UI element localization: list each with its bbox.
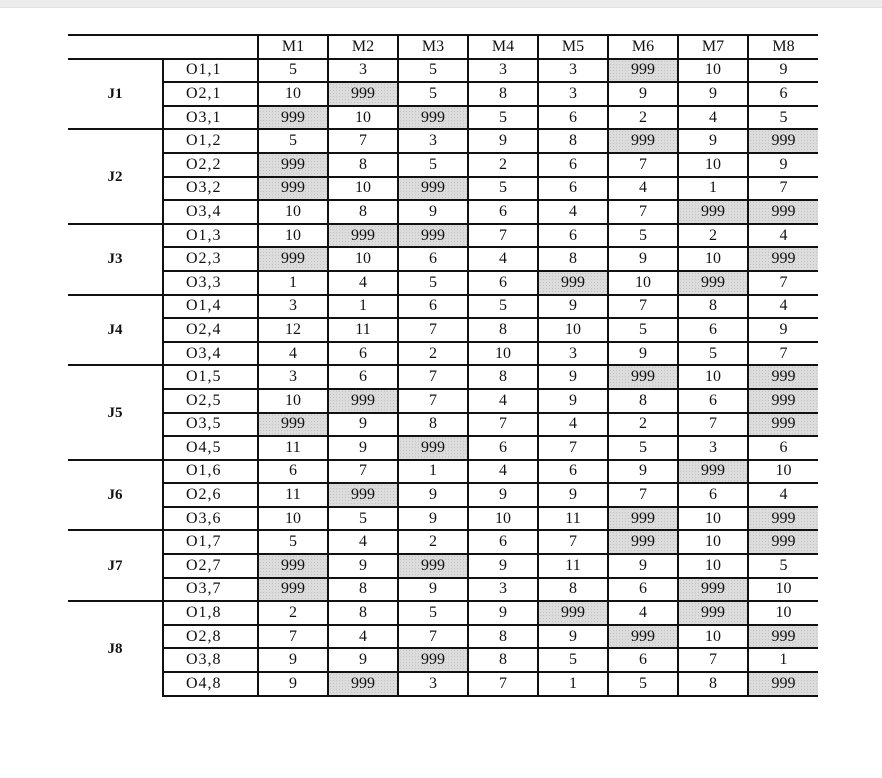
header-corner (68, 35, 258, 59)
processing-time-cell: 1 (398, 460, 468, 484)
processing-time-cell: 7 (678, 648, 748, 672)
processing-time-cell: 9 (468, 129, 538, 153)
processing-time-cell: 6 (258, 460, 328, 484)
processing-time-cell: 9 (468, 554, 538, 578)
machine-header-m6: M6 (608, 35, 678, 59)
operation-label: O2,1 (163, 82, 258, 106)
processing-time-cell: 11 (538, 507, 608, 531)
processing-time-cell: 8 (468, 82, 538, 106)
processing-time-cell: 999 (748, 413, 818, 437)
processing-time-cell: 10 (328, 106, 398, 130)
table-row (68, 295, 818, 319)
processing-time-cell: 999 (608, 59, 678, 83)
processing-time-cell: 10 (258, 389, 328, 413)
processing-time-cell: 7 (608, 200, 678, 224)
processing-time-cell: 9 (748, 318, 818, 342)
operation-label: O3,3 (163, 271, 258, 295)
window-top-bar (0, 0, 882, 8)
processing-time-cell: 4 (328, 530, 398, 554)
processing-time-cell: 8 (468, 648, 538, 672)
processing-time-cell: 999 (678, 578, 748, 602)
processing-time-cell: 6 (468, 436, 538, 460)
processing-time-cell: 6 (328, 342, 398, 366)
operation-label: O2,5 (163, 389, 258, 413)
processing-time-cell: 7 (258, 625, 328, 649)
processing-time-cell: 10 (678, 247, 748, 271)
processing-time-cell: 5 (398, 271, 468, 295)
operation-label: O1,3 (163, 224, 258, 248)
table-row (68, 318, 818, 342)
processing-time-cell: 999 (748, 530, 818, 554)
processing-time-cell: 5 (468, 106, 538, 130)
table-row (68, 106, 818, 130)
job-label: J4 (68, 295, 163, 366)
processing-time-cell: 4 (538, 413, 608, 437)
processing-time-cell: 999 (608, 365, 678, 389)
processing-time-cell: 9 (678, 129, 748, 153)
job-label: J8 (68, 601, 163, 695)
table-row (68, 59, 818, 83)
processing-time-cell: 5 (538, 648, 608, 672)
processing-time-cell: 9 (538, 483, 608, 507)
table-row (68, 507, 818, 531)
processing-time-cell: 6 (538, 153, 608, 177)
processing-time-cell: 9 (608, 460, 678, 484)
processing-time-cell: 5 (398, 601, 468, 625)
processing-time-cell: 9 (608, 342, 678, 366)
operation-label: O1,1 (163, 59, 258, 83)
processing-time-cell: 6 (468, 200, 538, 224)
processing-time-cell: 999 (748, 625, 818, 649)
processing-time-cell: 1 (538, 672, 608, 696)
processing-time-cell: 6 (468, 271, 538, 295)
processing-time-cell: 9 (468, 601, 538, 625)
processing-time-cell: 5 (608, 436, 678, 460)
processing-time-cell: 4 (608, 601, 678, 625)
processing-time-cell: 9 (468, 483, 538, 507)
processing-time-cell: 4 (748, 483, 818, 507)
processing-time-cell: 5 (468, 177, 538, 201)
processing-time-cell: 3 (328, 59, 398, 83)
processing-time-cell: 9 (748, 153, 818, 177)
processing-time-cell: 999 (748, 389, 818, 413)
processing-time-cell: 9 (328, 436, 398, 460)
processing-time-cell: 11 (328, 318, 398, 342)
table-row (68, 153, 818, 177)
processing-time-cell: 999 (608, 507, 678, 531)
processing-time-cell: 8 (328, 601, 398, 625)
operation-label: O2,4 (163, 318, 258, 342)
machine-header-m2: M2 (328, 35, 398, 59)
processing-time-cell: 9 (538, 389, 608, 413)
processing-time-cell: 5 (608, 224, 678, 248)
processing-time-cell: 1 (258, 271, 328, 295)
processing-time-cell: 999 (328, 82, 398, 106)
processing-time-cell: 9 (328, 413, 398, 437)
machine-header-m1: M1 (258, 35, 328, 59)
processing-time-cell: 8 (328, 578, 398, 602)
processing-time-cell: 5 (748, 554, 818, 578)
processing-time-cell: 4 (678, 106, 748, 130)
processing-time-cell: 6 (678, 483, 748, 507)
processing-time-cell: 999 (258, 153, 328, 177)
processing-time-cell: 1 (678, 177, 748, 201)
processing-time-cell: 999 (678, 460, 748, 484)
processing-time-cell: 7 (748, 271, 818, 295)
processing-time-cell: 9 (398, 483, 468, 507)
processing-time-cell: 9 (398, 507, 468, 531)
processing-time-cell: 9 (538, 295, 608, 319)
processing-time-cell: 11 (538, 554, 608, 578)
processing-time-cell: 5 (258, 530, 328, 554)
processing-time-cell: 999 (748, 247, 818, 271)
processing-time-cell: 6 (538, 224, 608, 248)
table-row (68, 129, 818, 153)
processing-time-cell: 3 (258, 365, 328, 389)
operation-label: O1,7 (163, 530, 258, 554)
processing-time-cell: 999 (398, 554, 468, 578)
processing-time-cell: 9 (328, 648, 398, 672)
processing-time-cell: 10 (258, 200, 328, 224)
table-row (68, 247, 818, 271)
processing-time-cell: 8 (608, 389, 678, 413)
processing-time-table (68, 34, 818, 697)
processing-time-cell: 999 (258, 554, 328, 578)
processing-time-cell: 999 (398, 177, 468, 201)
processing-time-cell: 999 (678, 271, 748, 295)
processing-time-cell: 10 (678, 507, 748, 531)
processing-time-cell: 7 (608, 295, 678, 319)
processing-time-cell: 10 (608, 271, 678, 295)
processing-time-cell: 10 (678, 59, 748, 83)
processing-time-cell: 8 (538, 578, 608, 602)
processing-time-cell: 999 (328, 483, 398, 507)
processing-time-cell: 999 (258, 177, 328, 201)
processing-time-cell: 9 (258, 648, 328, 672)
processing-time-cell: 1 (328, 295, 398, 319)
processing-time-cell: 9 (748, 59, 818, 83)
processing-time-cell: 8 (328, 153, 398, 177)
processing-time-cell: 4 (328, 625, 398, 649)
processing-time-cell: 9 (258, 672, 328, 696)
processing-time-cell: 8 (678, 295, 748, 319)
processing-time-cell: 999 (608, 129, 678, 153)
table-row (68, 530, 818, 554)
operation-label: O3,8 (163, 648, 258, 672)
processing-time-cell: 7 (398, 625, 468, 649)
processing-time-cell: 999 (748, 129, 818, 153)
processing-time-cell: 4 (538, 200, 608, 224)
processing-time-cell: 999 (608, 625, 678, 649)
processing-time-cell: 3 (398, 129, 468, 153)
processing-time-cell: 2 (608, 106, 678, 130)
processing-time-cell: 999 (398, 648, 468, 672)
processing-time-cell: 8 (468, 318, 538, 342)
processing-time-cell: 999 (608, 530, 678, 554)
processing-time-cell: 10 (748, 578, 818, 602)
processing-time-cell: 10 (678, 365, 748, 389)
processing-time-cell: 10 (468, 507, 538, 531)
processing-time-cell: 6 (608, 578, 678, 602)
processing-time-cell: 999 (258, 413, 328, 437)
processing-time-cell: 3 (538, 342, 608, 366)
table-row (68, 554, 818, 578)
operation-label: O2,6 (163, 483, 258, 507)
processing-time-cell: 2 (398, 342, 468, 366)
processing-time-cell: 6 (538, 106, 608, 130)
operation-label: O4,8 (163, 672, 258, 696)
machine-header-m4: M4 (468, 35, 538, 59)
processing-time-cell: 8 (468, 625, 538, 649)
job-label: J7 (68, 530, 163, 601)
processing-time-cell: 3 (468, 578, 538, 602)
processing-time-cell: 9 (398, 200, 468, 224)
processing-time-cell: 5 (748, 106, 818, 130)
processing-time-cell: 999 (258, 106, 328, 130)
processing-time-cell: 10 (678, 625, 748, 649)
operation-label: O1,8 (163, 601, 258, 625)
table-row (68, 389, 818, 413)
processing-time-cell: 6 (328, 365, 398, 389)
processing-time-cell: 9 (538, 625, 608, 649)
machine-header-m7: M7 (678, 35, 748, 59)
processing-time-cell: 10 (258, 507, 328, 531)
table-row (68, 177, 818, 201)
processing-time-cell: 8 (398, 413, 468, 437)
processing-time-cell: 10 (748, 601, 818, 625)
processing-time-cell: 999 (258, 578, 328, 602)
processing-time-cell: 999 (748, 507, 818, 531)
processing-time-cell: 6 (538, 460, 608, 484)
processing-time-cell: 12 (258, 318, 328, 342)
processing-time-cell: 999 (328, 389, 398, 413)
processing-time-cell: 4 (748, 224, 818, 248)
table-row (68, 672, 818, 696)
operation-label: O3,5 (163, 413, 258, 437)
processing-time-cell: 5 (608, 318, 678, 342)
processing-time-cell: 6 (678, 318, 748, 342)
operation-label: O3,2 (163, 177, 258, 201)
processing-time-cell: 3 (538, 59, 608, 83)
processing-time-cell: 999 (678, 601, 748, 625)
processing-time-cell: 5 (398, 59, 468, 83)
processing-time-cell: 4 (468, 247, 538, 271)
processing-time-cell: 4 (468, 389, 538, 413)
processing-time-cell: 10 (538, 318, 608, 342)
processing-time-cell: 2 (398, 530, 468, 554)
processing-time-cell: 7 (748, 177, 818, 201)
processing-time-cell: 999 (258, 247, 328, 271)
table-row (68, 271, 818, 295)
operation-label: O1,4 (163, 295, 258, 319)
operation-label: O3,7 (163, 578, 258, 602)
processing-time-cell: 5 (398, 153, 468, 177)
processing-time-cell: 2 (608, 413, 678, 437)
operation-label: O4,5 (163, 436, 258, 460)
processing-time-cell: 7 (328, 129, 398, 153)
processing-time-cell: 7 (538, 530, 608, 554)
processing-time-cell: 999 (328, 224, 398, 248)
processing-time-cell: 10 (678, 153, 748, 177)
processing-time-cell: 5 (608, 672, 678, 696)
processing-time-cell: 6 (748, 436, 818, 460)
table-row (68, 483, 818, 507)
processing-time-cell: 7 (468, 224, 538, 248)
processing-time-cell: 7 (468, 413, 538, 437)
processing-time-cell: 9 (608, 82, 678, 106)
processing-time-cell: 10 (468, 342, 538, 366)
processing-time-cell: 999 (538, 601, 608, 625)
processing-time-cell: 10 (328, 177, 398, 201)
table-row (68, 342, 818, 366)
processing-time-cell: 3 (468, 59, 538, 83)
operation-label: O2,3 (163, 247, 258, 271)
processing-time-cell: 3 (678, 436, 748, 460)
table-row (68, 436, 818, 460)
table-row (68, 224, 818, 248)
processing-time-cell: 4 (258, 342, 328, 366)
processing-time-cell: 8 (468, 365, 538, 389)
processing-time-cell: 4 (328, 271, 398, 295)
processing-time-cell: 11 (258, 436, 328, 460)
processing-time-cell: 6 (398, 247, 468, 271)
processing-time-cell: 11 (258, 483, 328, 507)
processing-time-cell: 8 (678, 672, 748, 696)
processing-time-cell: 9 (328, 554, 398, 578)
processing-time-cell: 10 (748, 460, 818, 484)
job-label: J2 (68, 129, 163, 223)
processing-time-cell: 8 (328, 200, 398, 224)
processing-time-cell: 7 (538, 436, 608, 460)
operation-label: O2,8 (163, 625, 258, 649)
processing-time-cell: 4 (748, 295, 818, 319)
processing-time-cell: 6 (398, 295, 468, 319)
processing-time-cell: 6 (468, 530, 538, 554)
processing-time-cell: 7 (468, 672, 538, 696)
processing-time-cell: 4 (608, 177, 678, 201)
processing-time-cell: 5 (258, 59, 328, 83)
processing-time-cell: 6 (608, 648, 678, 672)
processing-time-cell: 6 (678, 389, 748, 413)
processing-time-cell: 8 (538, 129, 608, 153)
table-body (68, 59, 818, 696)
header-row (68, 35, 818, 59)
job-label: J6 (68, 460, 163, 531)
processing-time-cell: 5 (258, 129, 328, 153)
processing-time-cell: 7 (748, 342, 818, 366)
processing-time-cell: 9 (538, 365, 608, 389)
job-label: J3 (68, 224, 163, 295)
machine-header-m5: M5 (538, 35, 608, 59)
operation-label: O1,6 (163, 460, 258, 484)
table-row (68, 648, 818, 672)
processing-time-cell: 999 (398, 436, 468, 460)
processing-time-cell: 9 (678, 82, 748, 106)
operation-label: O2,2 (163, 153, 258, 177)
processing-time-cell: 3 (398, 672, 468, 696)
processing-time-cell: 10 (678, 554, 748, 578)
table-row (68, 460, 818, 484)
processing-time-cell: 7 (608, 153, 678, 177)
processing-time-cell: 3 (258, 295, 328, 319)
processing-time-cell: 5 (328, 507, 398, 531)
processing-time-cell: 999 (328, 672, 398, 696)
operation-label: O2,7 (163, 554, 258, 578)
processing-time-cell: 999 (538, 271, 608, 295)
processing-time-cell: 10 (258, 224, 328, 248)
processing-time-cell: 999 (398, 224, 468, 248)
processing-time-cell: 7 (678, 413, 748, 437)
job-label: J5 (68, 365, 163, 459)
processing-time-cell: 999 (748, 200, 818, 224)
machine-header-m8: M8 (748, 35, 818, 59)
processing-time-cell: 2 (678, 224, 748, 248)
processing-time-cell: 4 (468, 460, 538, 484)
processing-time-cell: 6 (538, 177, 608, 201)
processing-time-cell: 7 (398, 389, 468, 413)
operation-label: O3,4 (163, 342, 258, 366)
processing-time-cell: 8 (538, 247, 608, 271)
processing-time-cell: 7 (398, 318, 468, 342)
processing-time-cell: 2 (468, 153, 538, 177)
table-row (68, 365, 818, 389)
machine-header-m3: M3 (398, 35, 468, 59)
table-row (68, 625, 818, 649)
processing-time-cell: 5 (468, 295, 538, 319)
processing-time-cell: 7 (608, 483, 678, 507)
processing-time-cell: 1 (748, 648, 818, 672)
processing-time-cell: 7 (398, 365, 468, 389)
operation-label: O1,5 (163, 365, 258, 389)
processing-time-cell: 999 (398, 106, 468, 130)
processing-time-cell: 2 (258, 601, 328, 625)
operation-label: O3,1 (163, 106, 258, 130)
operation-label: O3,6 (163, 507, 258, 531)
processing-time-cell: 10 (678, 530, 748, 554)
processing-time-cell: 7 (328, 460, 398, 484)
processing-time-cell: 10 (258, 82, 328, 106)
processing-time-cell: 999 (748, 672, 818, 696)
processing-time-cell: 5 (678, 342, 748, 366)
table-row (68, 413, 818, 437)
processing-time-cell: 9 (608, 554, 678, 578)
processing-time-cell: 10 (328, 247, 398, 271)
operation-label: O1,2 (163, 129, 258, 153)
table-row (68, 200, 818, 224)
table-row (68, 82, 818, 106)
operation-label: O3,4 (163, 200, 258, 224)
processing-time-cell: 9 (608, 247, 678, 271)
processing-time-cell: 9 (398, 578, 468, 602)
job-label: J1 (68, 59, 163, 130)
processing-time-cell: 3 (538, 82, 608, 106)
processing-time-cell: 999 (678, 200, 748, 224)
processing-time-cell: 5 (398, 82, 468, 106)
table-row (68, 578, 818, 602)
table-row (68, 601, 818, 625)
processing-time-cell: 6 (748, 82, 818, 106)
processing-time-cell: 999 (748, 365, 818, 389)
